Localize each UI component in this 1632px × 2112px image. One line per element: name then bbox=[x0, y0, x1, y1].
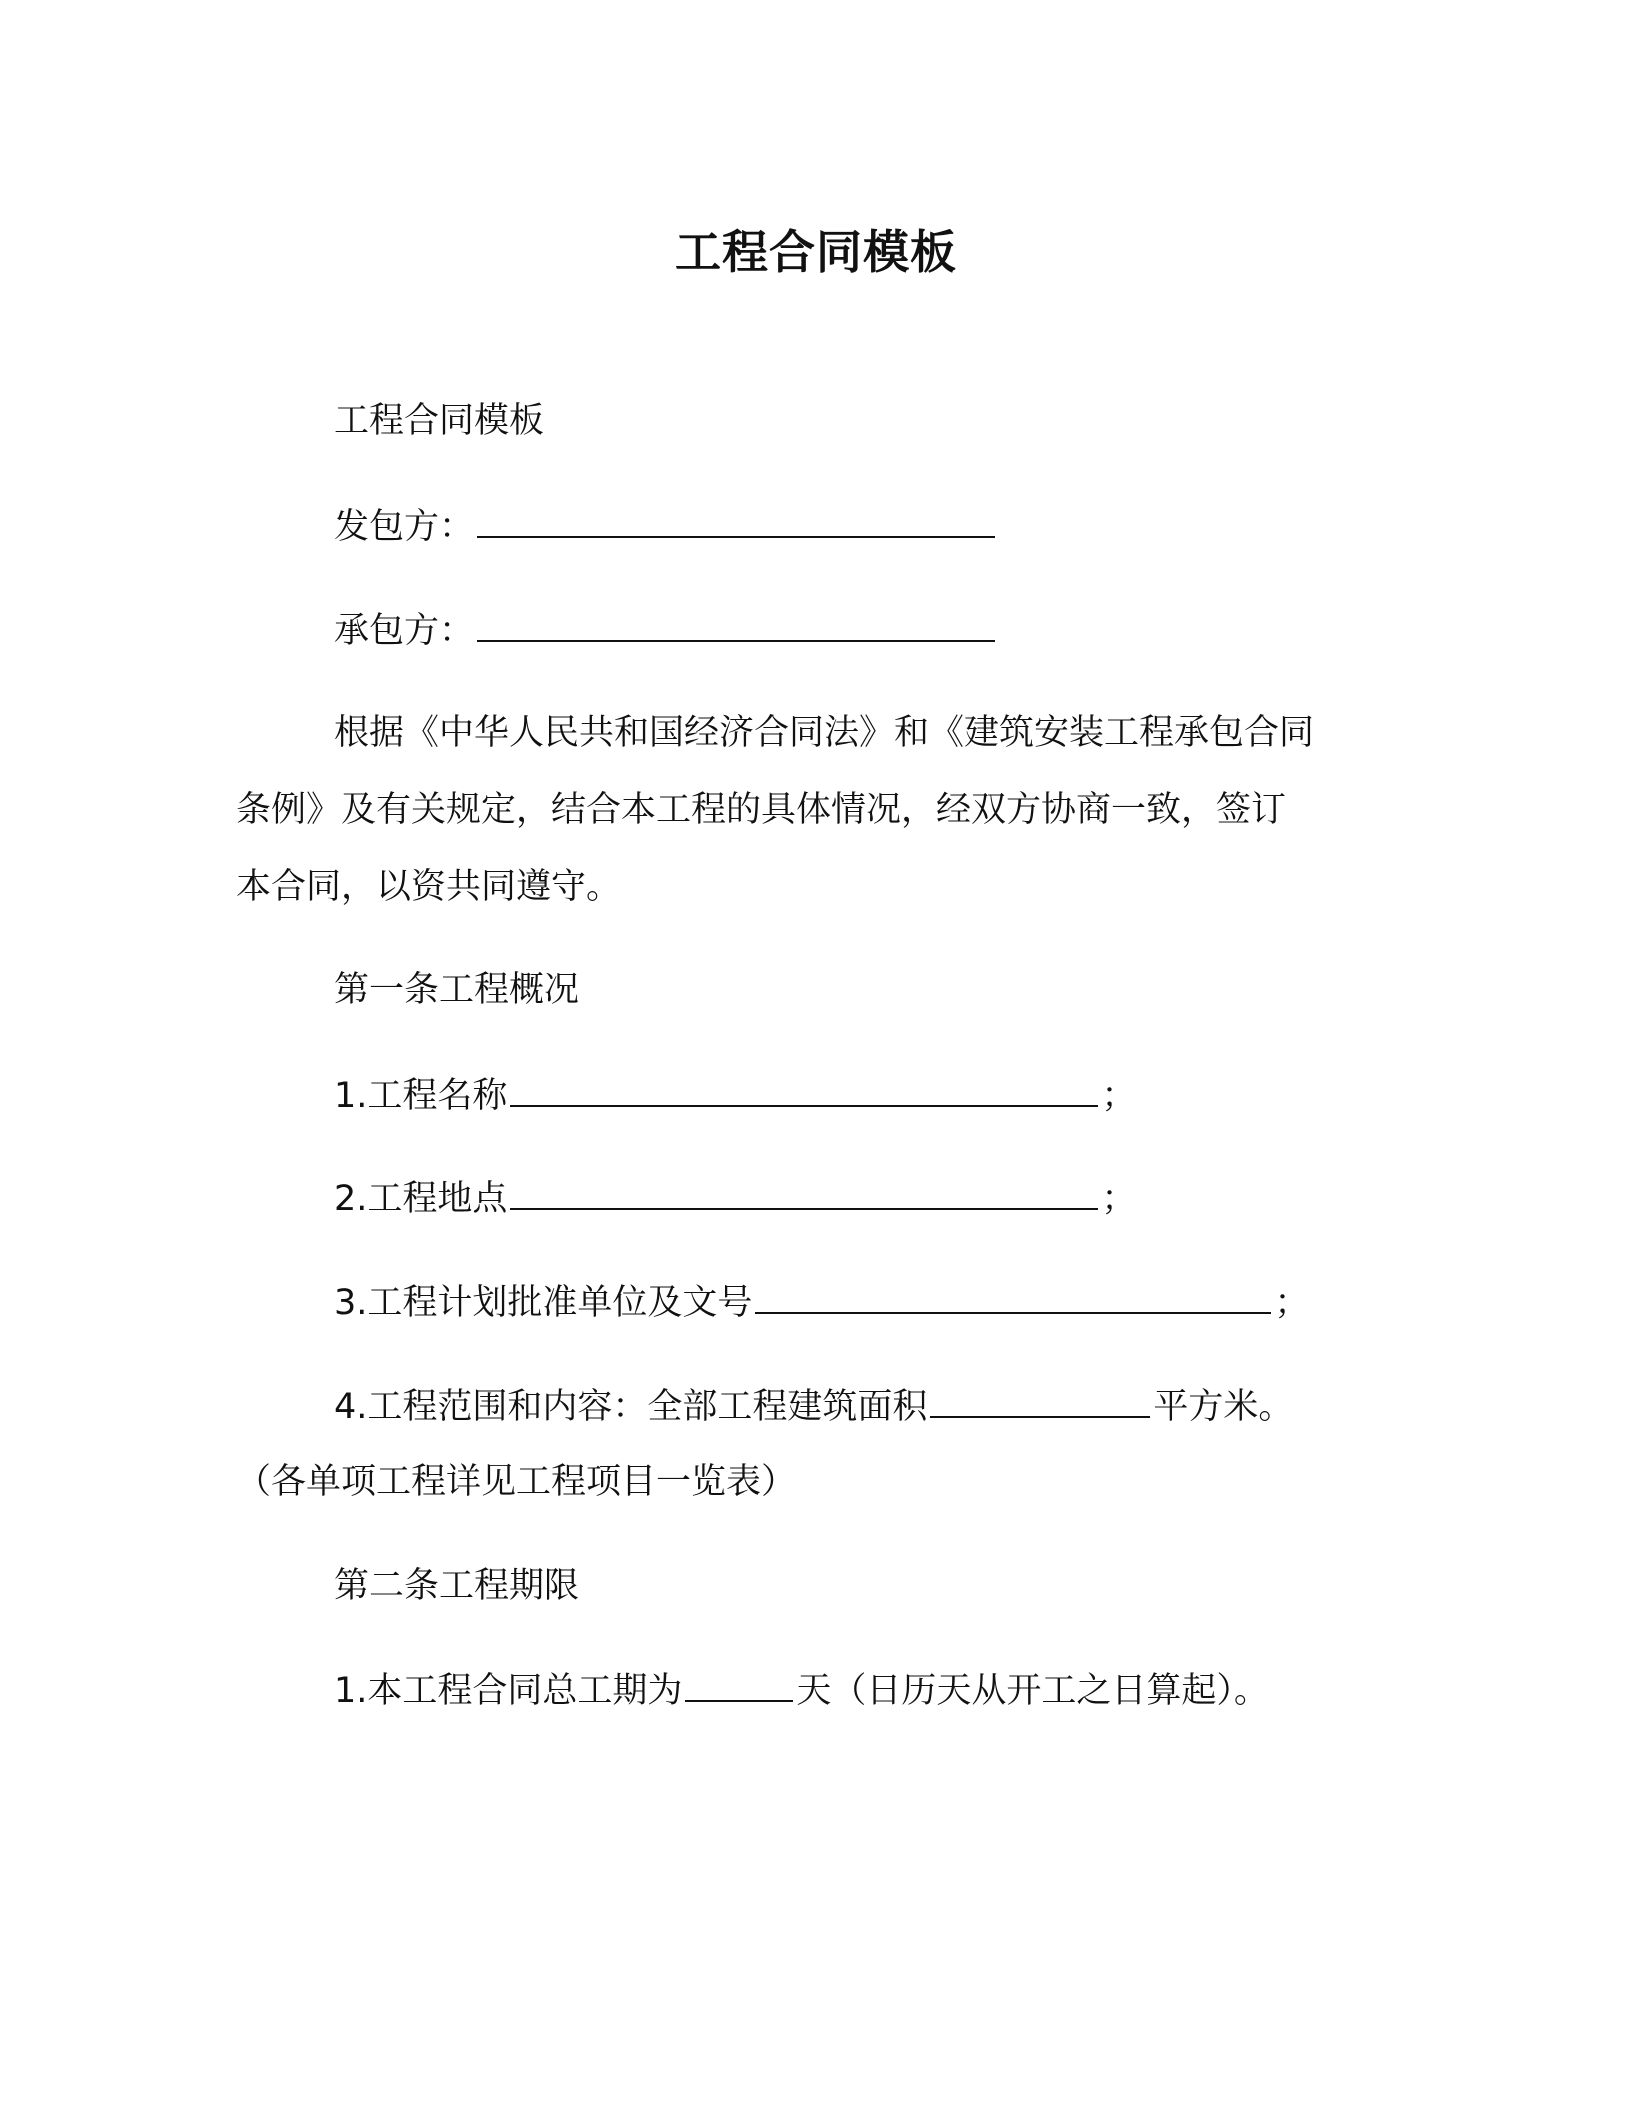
preamble-line-2: 条例》及有关规定，结合本工程的具体情况，经双方协商一致，签订 bbox=[236, 790, 1287, 830]
preamble-line-3: 本合同，以资共同遵守。 bbox=[236, 867, 622, 907]
total-duration-unit: 天（日历天从开工之日算起）。 bbox=[796, 1671, 1269, 1711]
project-location-label: 2.工程地点 bbox=[334, 1179, 508, 1219]
article-2-heading: 第二条工程期限 bbox=[334, 1566, 580, 1606]
building-area-label: 4.工程范围和内容：全部工程建筑面积 bbox=[334, 1387, 928, 1427]
party-a-blank bbox=[477, 500, 995, 538]
project-name-label: 1.工程名称 bbox=[334, 1076, 508, 1116]
semicolon: ； bbox=[1101, 1076, 1137, 1116]
article-1-item-3 bbox=[334, 1276, 1309, 1328]
approval-unit-blank bbox=[755, 1276, 1271, 1314]
building-area-blank bbox=[930, 1380, 1150, 1418]
total-duration-blank bbox=[685, 1664, 793, 1702]
article-1-heading: 第一条工程概况 bbox=[334, 970, 580, 1010]
article-1-item-1 bbox=[334, 1069, 1136, 1121]
article-1-item-4-note: （各单项工程详见工程项目一览表） bbox=[236, 1462, 797, 1502]
semicolon: ； bbox=[1101, 1179, 1137, 1219]
approval-unit-label: 3.工程计划批准单位及文号 bbox=[334, 1283, 753, 1323]
article-1-item-4 bbox=[334, 1380, 1293, 1432]
party-a-label: 发包方： bbox=[334, 507, 475, 547]
party-b-label: 承包方： bbox=[334, 611, 475, 651]
semicolon: ； bbox=[1274, 1283, 1310, 1323]
article-1-item-2 bbox=[334, 1172, 1136, 1224]
article-2-item-1 bbox=[334, 1664, 1269, 1716]
party-b-line bbox=[334, 604, 998, 656]
party-b-blank bbox=[477, 604, 995, 642]
party-a-line bbox=[334, 500, 998, 552]
preamble-line-1: 根据《中华人民共和国经济合同法》和《建筑安装工程承包合同 bbox=[334, 713, 1315, 753]
document-subtitle: 工程合同模板 bbox=[334, 401, 545, 441]
total-duration-label: 1.本工程合同总工期为 bbox=[334, 1671, 683, 1711]
document-title: 工程合同模板 bbox=[675, 225, 957, 279]
project-name-blank bbox=[510, 1069, 1098, 1107]
project-location-blank bbox=[510, 1172, 1098, 1210]
building-area-unit: 平方米。 bbox=[1153, 1387, 1294, 1427]
